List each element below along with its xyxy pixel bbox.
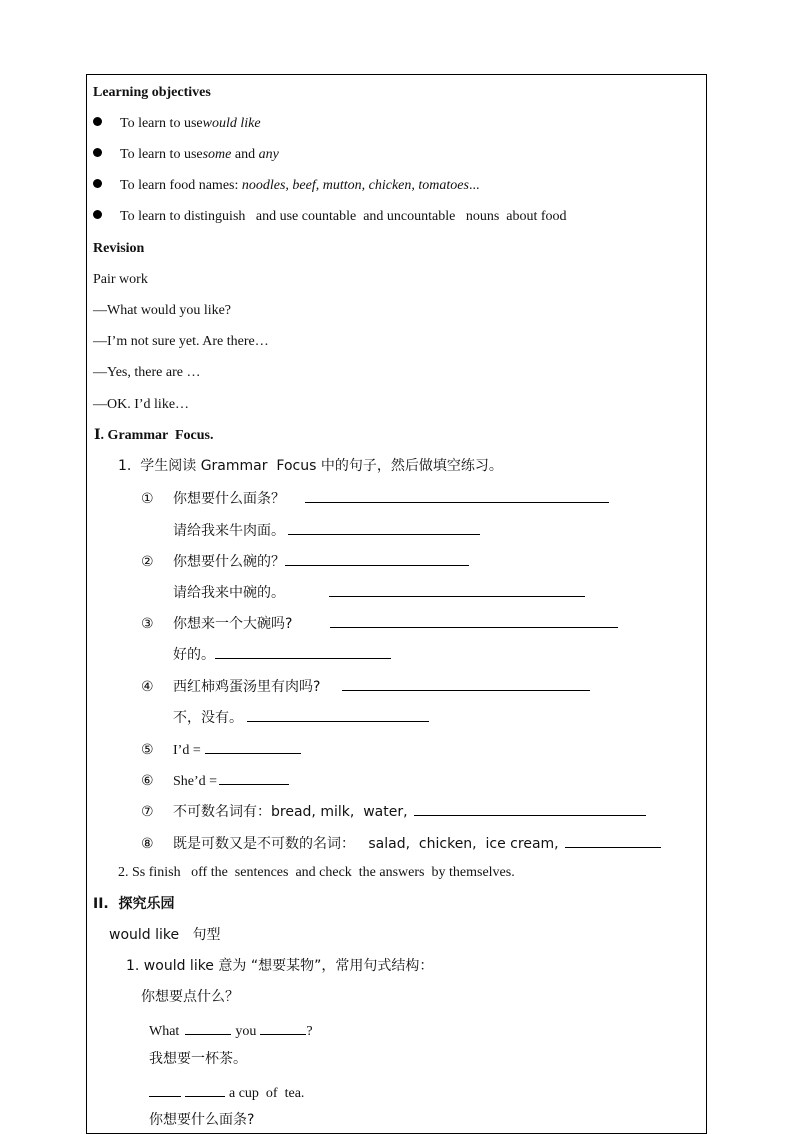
- answer-blank[interactable]: [329, 582, 585, 597]
- exercise-item: ⑧ 既是可数又是不可数的名词： salad, chicken, ice cream,: [141, 833, 661, 853]
- answer-blank[interactable]: [247, 707, 429, 722]
- explore-point1: 1. would like 意为 “想要某物”，常用句式结构：: [126, 958, 434, 974]
- answer-blank[interactable]: [215, 644, 391, 659]
- example-answer: 我想要一杯茶。: [149, 1051, 247, 1067]
- answer-blank[interactable]: [414, 801, 646, 816]
- exercise-item: ① 你想要什么面条？: [141, 488, 609, 508]
- grammar-step2: 2. Ss finish off the sentences and check the answers by themselves.: [118, 865, 515, 880]
- dialogue-line: —I’m not sure yet. Are there…: [93, 334, 269, 349]
- answer-blank[interactable]: [219, 770, 289, 785]
- bullet-icon: [93, 148, 102, 157]
- answer-blank[interactable]: [185, 1082, 225, 1097]
- exercise-item: 请给我来牛肉面。: [173, 520, 480, 540]
- exercise-item: ⑦ 不可数名词有：bread, milk, water,: [141, 801, 646, 821]
- answer-blank[interactable]: [330, 613, 618, 628]
- answer-blank[interactable]: [288, 520, 480, 535]
- exercise-item: 好的。: [173, 644, 391, 664]
- exercise-item: ③ 你想来一个大碗吗?: [141, 613, 618, 633]
- exercise-item: ② 你想要什么碗的？: [141, 551, 469, 571]
- explore-subtitle: would like 句型: [109, 927, 221, 943]
- answer-blank[interactable]: [185, 1020, 231, 1035]
- exercise-item: 不，没有。: [173, 707, 429, 727]
- revision-heading: Revision: [93, 241, 145, 256]
- answer-blank[interactable]: [342, 676, 590, 691]
- bullet-icon: [93, 179, 102, 188]
- answer-blank[interactable]: [205, 739, 301, 754]
- answer-blank[interactable]: [149, 1082, 181, 1097]
- objectives-heading: Learning objectives: [93, 85, 211, 100]
- objective-item: To learn to distinguish and use countable and uncountable nouns about food: [93, 208, 567, 226]
- sentence-pattern: a cup of tea.: [149, 1082, 304, 1103]
- objective-item: To learn food names: noodles, beef, mutton, chicken, tomatoes ...: [93, 177, 479, 195]
- exercise-item: ⑤ I’d =: [141, 739, 301, 760]
- explore-heading: II. 探究乐园: [93, 896, 175, 912]
- answer-blank[interactable]: [305, 488, 609, 503]
- objective-item: To learn to use some and any: [93, 146, 279, 164]
- objective-item: To learn to use would like: [93, 115, 261, 133]
- answer-blank[interactable]: [565, 833, 661, 848]
- grammar-heading: Ⅰ. Grammar Focus.: [94, 428, 214, 443]
- grammar-step1: 1. 学生阅读 Grammar Focus 中的句子，然后做填空练习。: [118, 458, 503, 474]
- exercise-item: ⑥ She’d =: [141, 770, 289, 791]
- exercise-item: ④ 西红柿鸡蛋汤里有肉吗?: [141, 676, 590, 696]
- example-question: 你想要点什么？: [141, 989, 239, 1005]
- document-frame: [86, 74, 707, 1134]
- answer-blank[interactable]: [285, 551, 469, 566]
- dialogue-line: —OK. I’d like…: [93, 397, 190, 412]
- pair-work-label: Pair work: [93, 272, 148, 287]
- dialogue-line: —What would you like?: [93, 303, 232, 318]
- bullet-icon: [93, 117, 102, 126]
- dialogue-line: —Yes, there are …: [93, 365, 201, 380]
- exercise-item: 请给我来中碗的。: [173, 582, 585, 602]
- sentence-pattern: What you ?: [149, 1020, 313, 1041]
- bullet-icon: [93, 210, 102, 219]
- example-question: 你想要什么面条?: [149, 1112, 255, 1128]
- answer-blank[interactable]: [260, 1020, 306, 1035]
